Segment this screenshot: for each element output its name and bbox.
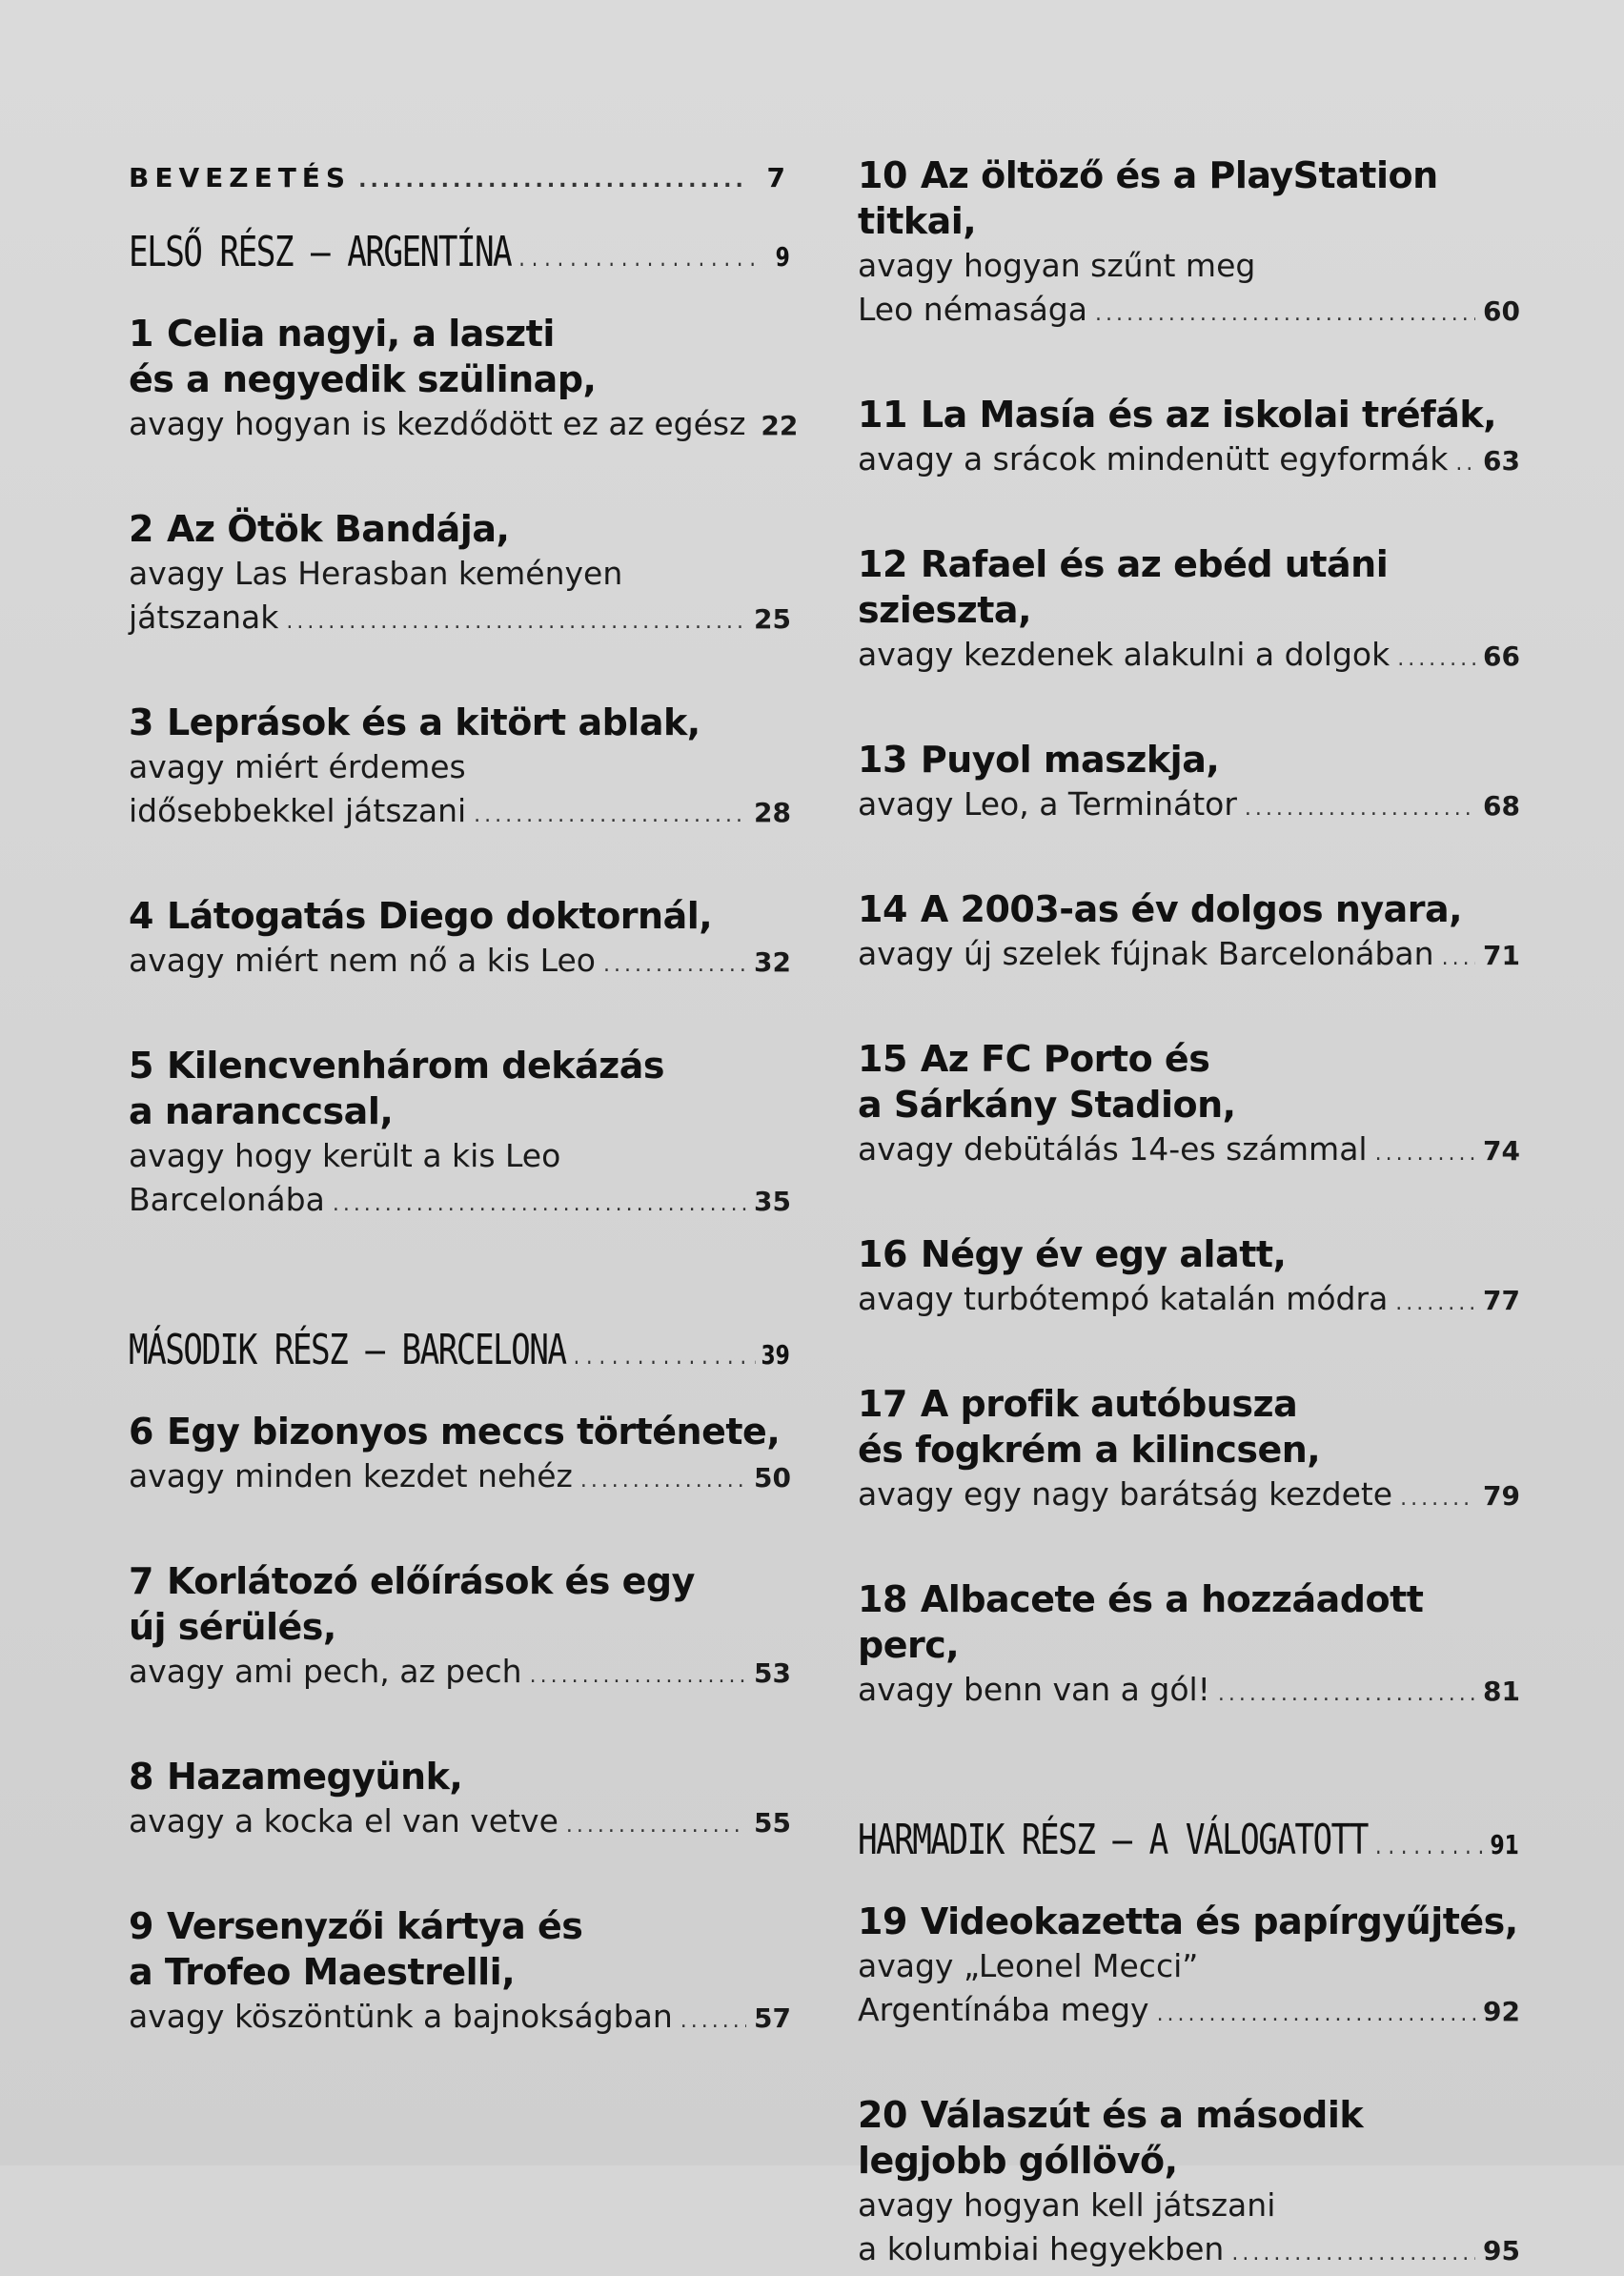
leader-dots — [530, 1655, 746, 1698]
entry-subtitle-text: avagy hogyan is kezdődött ez az egész — [129, 405, 746, 442]
chapter-number: 17 — [858, 1383, 907, 1425]
entry-subtitle-text: Barcelonába — [129, 1181, 325, 1218]
page-number: 53 — [754, 1657, 791, 1689]
chapter-title-text: A profik autóbusza — [920, 1383, 1298, 1425]
entry-subtitle-leader — [129, 596, 791, 644]
chapter-number: 14 — [858, 888, 907, 930]
leader-dots — [572, 1346, 756, 1370]
part-label: ELSŐ RÉSZ – ARGENTÍNA — [129, 228, 512, 276]
toc-entry — [129, 1754, 791, 1848]
entry-subtitle-leader — [858, 1128, 1520, 1176]
entry-subtitle-leader — [858, 1473, 1520, 1521]
leader-dots — [1375, 1132, 1475, 1176]
entry-title-line — [858, 1082, 1520, 1128]
chapter-number: 20 — [858, 2094, 907, 2136]
page-number: 95 — [1483, 2235, 1520, 2266]
entry-title-line — [129, 1754, 791, 1799]
entry-title-line — [858, 2138, 1520, 2184]
toc-entry — [129, 1043, 791, 1227]
entry-subtitle-text: avagy egy nagy barátság kezdete — [858, 1475, 1393, 1513]
leader-dots — [358, 169, 749, 193]
entry-subtitle-leader — [129, 1178, 791, 1227]
toc-entries-group — [129, 311, 799, 1227]
leader-dots — [603, 944, 746, 987]
chapter-title-text: Rafael és az ebéd utáni sziesztа, — [858, 543, 1389, 631]
toc-entry — [858, 1899, 1520, 2037]
intro-page: 7 — [766, 162, 791, 193]
chapter-number: 11 — [858, 394, 907, 436]
entry-subtitle-line: avagy hogyan szűnt meg — [858, 247, 1256, 284]
toc-entry — [858, 1231, 1520, 1326]
entry-subtitle-text: avagy a srácok mindenütt egyformák — [858, 440, 1449, 478]
toc-entries-group — [129, 1409, 791, 2043]
toc-entry — [858, 152, 1520, 336]
chapter-title-text: a Trofeo Maestrelli, — [129, 1951, 516, 1993]
intro-label: BEVEZETÉS — [129, 162, 352, 193]
entry-title-line — [858, 1381, 1520, 1427]
entry-subtitle-text: avagy benn van a gól! — [858, 1671, 1210, 1708]
entry-subtitle-leader — [129, 939, 791, 987]
entry-title-line — [129, 1558, 791, 1604]
chapter-number: 5 — [129, 1045, 153, 1087]
chapter-title-text: a naranccsal, — [129, 1090, 394, 1132]
chapter-title-text: Versenyzői kártya és — [166, 1905, 583, 1947]
chapter-title-text: Videokazetta és papírgyűjtés, — [920, 1900, 1518, 1942]
page-number: 25 — [754, 603, 791, 635]
toc-entry — [858, 1576, 1520, 1717]
chapter-title-text: La Masía és az iskolai tréfák, — [920, 394, 1497, 436]
chapter-title-text: Hazamegyünk, — [166, 1756, 463, 1798]
chapter-number: 10 — [858, 154, 907, 196]
page-number: 22 — [761, 410, 799, 441]
leader-dots — [1395, 1282, 1475, 1326]
entry-title-line — [858, 1427, 1520, 1473]
chapter-title-text: Az FC Porto és — [920, 1038, 1210, 1080]
entry-subtitle-text: Leo némasága — [858, 291, 1087, 328]
entry-title-line — [129, 1409, 791, 1454]
entry-title-line — [858, 152, 1520, 244]
entry-subtitle-text: avagy kezdenek alakulni a dolgok — [858, 636, 1391, 673]
entry-title-line — [129, 1949, 791, 1995]
entry-title-line — [129, 1903, 791, 1949]
entry-subtitle-text: avagy Leo, a Terminátor — [858, 785, 1237, 823]
entry-title-line — [129, 1604, 791, 1650]
part-heading-2 — [129, 1326, 790, 1374]
toc-entry — [858, 1036, 1520, 1176]
entry-subtitle-leader — [858, 782, 1520, 831]
leader-dots — [1157, 1993, 1475, 2037]
chapter-title-text: a Sárkány Stadion, — [858, 1084, 1236, 1126]
chapter-number: 7 — [129, 1560, 153, 1602]
chapter-title-text: Albacete és a hozzáadott perc, — [858, 1578, 1424, 1666]
page-number: 32 — [754, 946, 791, 978]
entry-title-line — [129, 700, 791, 745]
entry-subtitle-line: avagy Las Herasban keményen — [129, 555, 623, 592]
toc-entry — [858, 886, 1520, 981]
chapter-title-text: Az öltöző és a PlayStation titkai, — [858, 154, 1438, 242]
chapter-number: 12 — [858, 543, 907, 585]
chapter-title-text: Kilencvenhárom dekázás — [166, 1045, 665, 1087]
chapter-title-text: és a negyedik szülinap, — [129, 358, 597, 400]
entry-subtitle-line: avagy hogyan kell játszani — [858, 2186, 1276, 2224]
entry-subtitle-leader — [129, 402, 799, 451]
chapter-number: 9 — [129, 1905, 153, 1947]
entry-subtitle-leader — [129, 1995, 791, 2043]
part-label: HARMADIK RÉSZ – A VÁLOGATOTT — [858, 1816, 1368, 1864]
entry-title-line — [129, 356, 791, 402]
entry-subtitle-text: avagy miért nem nő a kis Leo — [129, 942, 596, 979]
part-label: MÁSODIK RÉSZ – BARCELONA — [129, 1326, 566, 1374]
leader-dots — [1218, 1673, 1475, 1717]
entry-subtitle-leader — [858, 288, 1520, 336]
toc-right-column — [858, 152, 1520, 2276]
entry-title-line — [858, 1576, 1520, 1668]
entry-subtitle-leader — [858, 2227, 1520, 2276]
entry-subtitle-line: avagy „Leonel Mecci” — [858, 1947, 1199, 1984]
chapter-title-text: A 2003-as év dolgos nyara, — [920, 888, 1463, 930]
entry-subtitle-leader — [858, 437, 1520, 486]
entry-subtitle-line: avagy miért érdemes — [129, 748, 466, 785]
entry-subtitle-leader — [129, 789, 791, 838]
entry-title-line — [858, 886, 1520, 932]
part-page: 9 — [775, 241, 790, 273]
entry-subtitle-text: avagy debütálás 14-es számmal — [858, 1130, 1368, 1168]
entry-subtitle-leader — [858, 1277, 1520, 1326]
entry-subtitle-text: avagy a kocka el van vetve — [129, 1802, 558, 1839]
entry-subtitle-text: idősebbekkel játszani — [129, 792, 467, 829]
entry-title-line — [129, 1088, 791, 1134]
chapter-title-text: Az Ötök Bandája, — [166, 508, 510, 550]
leader-dots — [1373, 1836, 1484, 1859]
chapter-title-text: Puyol maszkja, — [920, 739, 1220, 781]
chapter-title-text: Négy év egy alatt, — [920, 1233, 1287, 1275]
page-number: 60 — [1483, 295, 1520, 327]
chapter-title-text: Egy bizonyos meccs története, — [166, 1411, 781, 1453]
chapter-title-text: Válaszút és a második — [920, 2094, 1364, 2136]
chapter-title-text: legjobb góllövő, — [858, 2140, 1178, 2182]
leader-dots — [1095, 293, 1475, 336]
toc-entry — [858, 737, 1520, 831]
chapter-title-text: új sérülés, — [129, 1606, 336, 1648]
chapter-title-text: és fogkrém a kilincsen, — [858, 1429, 1321, 1471]
leader-dots — [517, 248, 757, 272]
entry-subtitle-text: avagy ami pech, az pech — [129, 1653, 522, 1690]
page-number: 71 — [1483, 940, 1520, 971]
leader-dots — [680, 2000, 746, 2043]
chapter-number: 15 — [858, 1038, 907, 1080]
page-number: 63 — [1483, 445, 1520, 477]
page-number: 28 — [754, 797, 791, 828]
entry-title-line — [858, 737, 1520, 782]
leader-dots — [1442, 937, 1475, 981]
toc-entry — [129, 1558, 791, 1698]
entry-subtitle-text: avagy köszöntünk a bajnokságban — [129, 1998, 673, 2035]
part-heading-3 — [858, 1816, 1519, 1864]
entry-subtitle-leader — [129, 1454, 791, 1503]
chapter-number: 16 — [858, 1233, 907, 1275]
page-number: 68 — [1483, 790, 1520, 822]
entry-subtitle-text: avagy minden kezdet nehéz — [129, 1457, 573, 1494]
entry-title-line — [858, 1036, 1520, 1082]
chapter-title-text: Korlátozó előírások és egy — [166, 1560, 695, 1602]
page-number: 79 — [1483, 1480, 1520, 1512]
entry-subtitle-line: avagy hogy került a kis Leo — [129, 1137, 561, 1174]
page-number: 74 — [1483, 1135, 1520, 1167]
entry-title-line — [858, 541, 1520, 633]
toc-entry — [858, 2092, 1520, 2276]
page-number: 81 — [1483, 1676, 1520, 1707]
entry-title-line — [858, 1899, 1520, 1944]
page-number: 92 — [1483, 1996, 1520, 2027]
chapter-title-text: Celia nagyi, a laszti — [166, 313, 555, 355]
chapter-number: 19 — [858, 1900, 907, 1942]
entry-subtitle-leader — [129, 1650, 791, 1698]
toc-entry — [858, 392, 1520, 486]
leader-dots — [580, 1459, 746, 1503]
chapter-number: 3 — [129, 701, 153, 743]
entry-subtitle-leader — [858, 1668, 1520, 1717]
page-number: 50 — [754, 1462, 791, 1494]
entry-title-line — [858, 1231, 1520, 1277]
entry-subtitle-leader — [858, 1988, 1520, 2037]
entry-title-line — [858, 392, 1520, 437]
page-number: 55 — [754, 1807, 791, 1839]
toc-entries-group — [858, 152, 1520, 1717]
leader-dots — [333, 1183, 746, 1227]
part-page: 91 — [1490, 1829, 1519, 1860]
chapter-title-text: Látogatás Diego doktornál, — [166, 895, 713, 937]
entry-subtitle-text: avagy turbótempó katalán módra — [858, 1280, 1389, 1317]
chapter-number: 4 — [129, 895, 153, 937]
chapter-number: 18 — [858, 1578, 907, 1620]
leader-dots — [286, 600, 746, 644]
page-number: 77 — [1483, 1285, 1520, 1316]
chapter-number: 2 — [129, 508, 153, 550]
entry-title-line — [858, 2092, 1520, 2138]
page-number: 66 — [1483, 640, 1520, 672]
toc-entry — [129, 1903, 791, 2043]
entry-subtitle-text: a kolumbiai hegyekben — [858, 2230, 1225, 2267]
leader-dots — [474, 794, 746, 838]
toc-entry — [129, 311, 799, 451]
toc-entry — [129, 893, 791, 987]
entry-subtitle-text: avagy új szelek fújnak Barcelonában — [858, 935, 1434, 972]
toc-left-column — [129, 152, 799, 2043]
toc-intro — [129, 162, 791, 193]
chapter-number: 1 — [129, 313, 153, 355]
toc-entry — [858, 541, 1520, 681]
leader-dots — [1455, 442, 1475, 486]
chapter-number: 6 — [129, 1411, 153, 1453]
entry-subtitle-leader — [858, 932, 1520, 981]
entry-title-line — [129, 1043, 791, 1088]
entry-subtitle-leader — [858, 633, 1520, 681]
leader-dots — [1400, 1477, 1475, 1521]
toc-entry — [129, 700, 791, 838]
chapter-number: 13 — [858, 739, 907, 781]
entry-title-line — [129, 893, 791, 939]
leader-dots — [1397, 638, 1475, 681]
leader-dots — [1231, 2232, 1475, 2276]
toc-entry — [858, 1381, 1520, 1521]
page-number: 57 — [754, 2002, 791, 2034]
part-page: 39 — [761, 1339, 790, 1371]
leader-dots — [566, 1804, 746, 1848]
toc-entries-group — [858, 1899, 1520, 2276]
page-number: 35 — [754, 1186, 791, 1217]
entry-subtitle-text: Argentínába megy — [858, 1991, 1149, 2028]
toc-entry — [129, 1409, 791, 1503]
chapter-number: 8 — [129, 1756, 153, 1798]
leader-dots — [1245, 787, 1475, 831]
entry-title-line — [129, 506, 791, 552]
part-heading-1 — [129, 228, 790, 276]
entry-subtitle-text: játszanak — [129, 599, 279, 636]
entry-subtitle-leader — [129, 1799, 791, 1848]
entry-title-line — [129, 311, 791, 356]
toc-entry — [129, 506, 791, 644]
chapter-title-text: Leprások és a kitört ablak, — [166, 701, 700, 743]
